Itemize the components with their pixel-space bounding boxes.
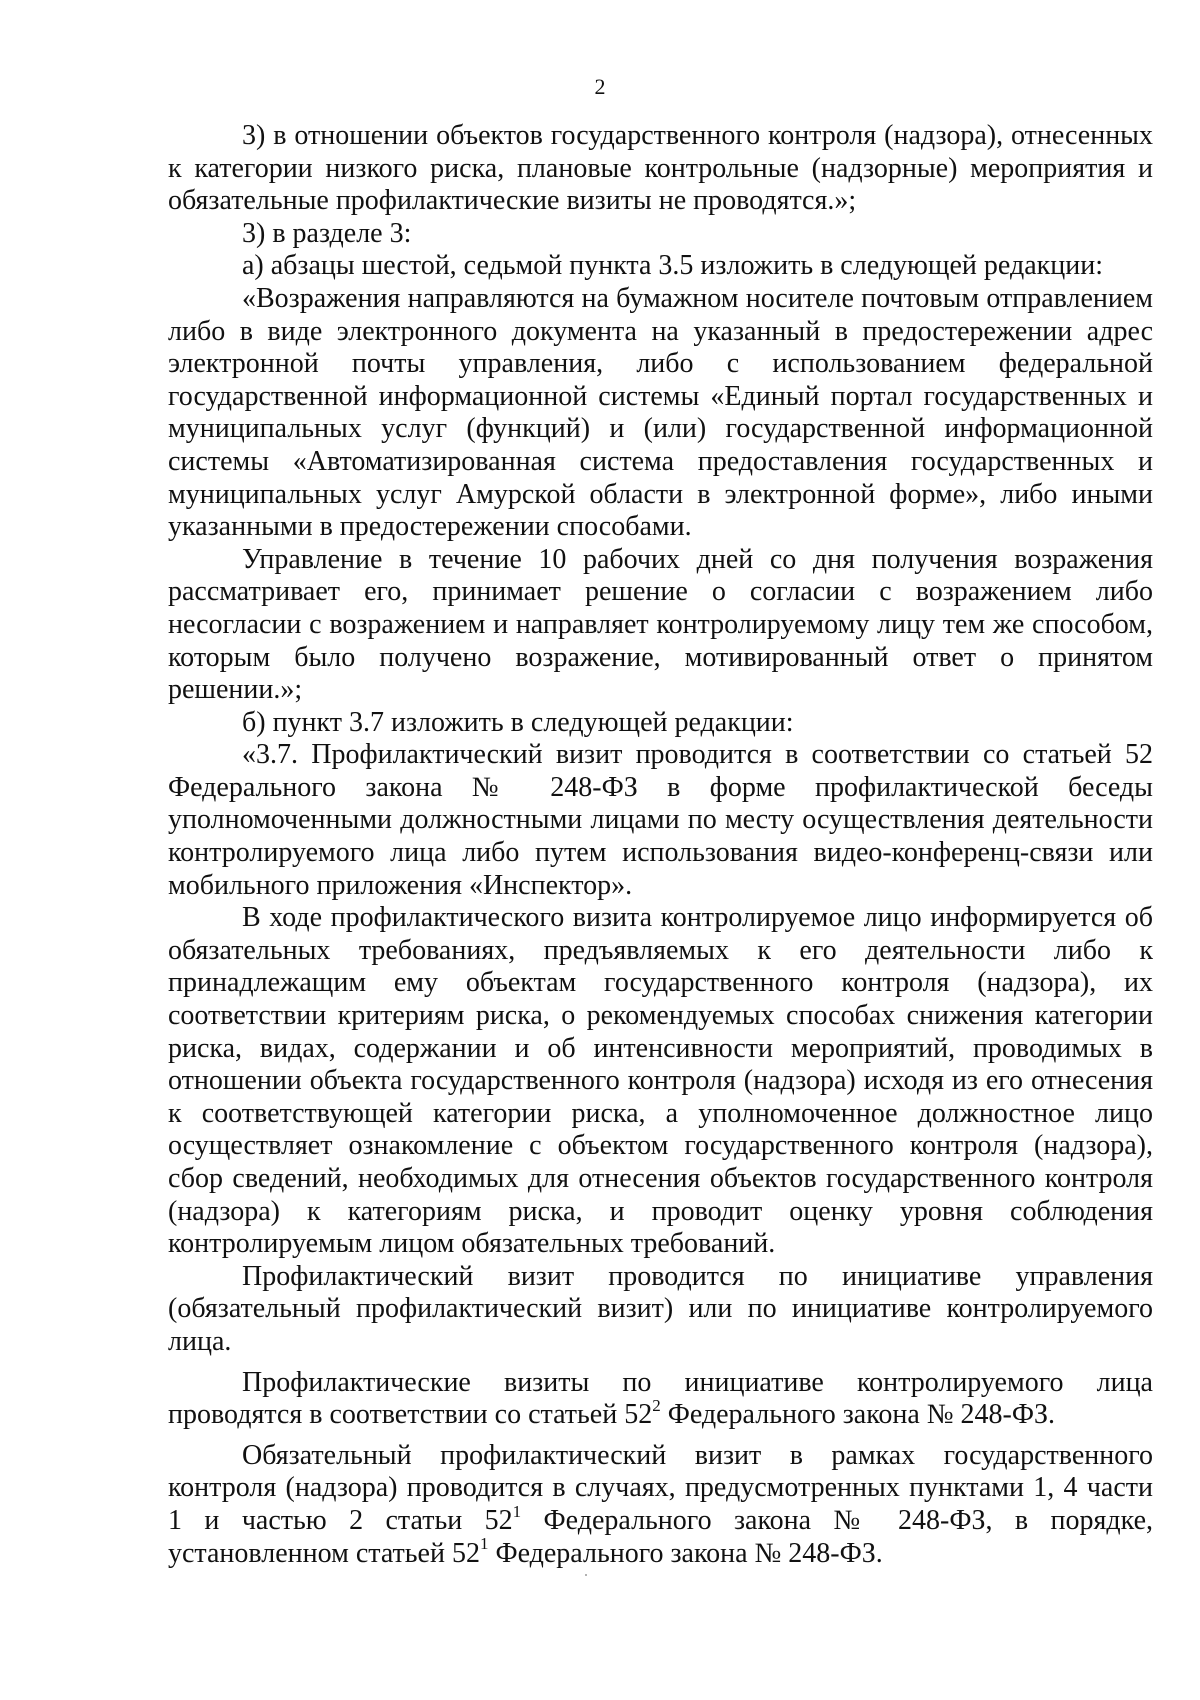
paragraph-visit-by-request: [168, 1367, 1153, 1432]
paragraph-item-3-7-amendment: б) пункт 3.7 изложить в следующей редакции:: [242, 706, 794, 738]
superscript-marker: 1: [479, 1534, 489, 1554]
superscript-marker: 2: [652, 1395, 661, 1415]
page-number: 2: [594, 74, 606, 99]
paragraph-visit-by-request-text: Профилактические визиты по инициативе контролируемого лица проводятся в соответствии со статьей 52: [168, 1366, 1153, 1431]
scan-speck: [585, 1574, 587, 1576]
paragraph-section-3-heading: 3) в разделе 3:: [242, 217, 412, 249]
paragraph-mandatory-visit-tail: Федерального закона № 248-ФЗ.: [488, 1537, 883, 1569]
paragraph-low-risk-objects: 3) в отношении объектов государственного контроля (надзора), отнесенных к категории низкого риска, плановые контрольные (надзорные) мероприятия и обязательные профилактические визиты не проводятся.»;: [168, 120, 1153, 217]
document-body: [168, 120, 1153, 1570]
paragraph-visit-by-request-tail: Федерального закона № 248-ФЗ.: [660, 1399, 1056, 1431]
paragraph-preventive-visit-initiative: Профилактический визит проводится по инициативе управления (обязательный профилактический визит) или по инициативе контролируемого лица.: [168, 1260, 1153, 1357]
paragraph-mandatory-visit-text: Обязательный профилактический визит в рамках государственного контроля (надзора) проводится в случаях, предусмотренных пунктами 1, 4 части 1 и частью 2 статьи 52: [168, 1439, 1153, 1536]
superscript-marker: 1: [512, 1501, 522, 1521]
paragraph-mandatory-visit: [168, 1440, 1153, 1570]
paragraph-objections-review: Управление в течение 10 рабочих дней со дня получения возражения рассматривает его, принимает решение о согласии с возражением либо несогласии с возражением и направляет контролируемому лицу тем же способом, которым было получено возражение, мотивированный ответ о принятом решении.»;: [168, 543, 1153, 706]
paragraph-item-3-5-amendment: а) абзацы шестой, седьмой пункта 3.5 изложить в следующей редакции:: [242, 250, 1103, 282]
paragraph-preventive-visit-form: «3.7. Профилактический визит проводится в соответствии со статьей 52 Федерального закона № 248-ФЗ в форме профилактической беседы уполномоченными должностными лицами по месту осуществления деятельности контролируемого лица либо путем использования видео-конференц-связи или мобильного приложения «Инспектор».: [168, 739, 1153, 901]
paragraph-preventive-visit-content: В ходе профилактического визита контролируемое лицо информируется об обязательных требованиях, предъявляемых к его деятельности либо к принадлежащим ему объектам государственного контроля (надзора), их соответствии критериям риска, о рекомендуемых способах снижения категории риска, видах, содержании и об интенсивности мероприятий, проводимых в отношении объекта государственного контроля (надзора) исходя из его отнесения к соответствующей категории риска, а уполномоченное должностное лицо осуществляет ознакомление с объектом государственного контроля (надзора), сбор сведений, необходимых для отнесения объектов государственного контроля (надзора) к категориям риска, и проводит оценку уровня соблюдения контролируемым лицом обязательных требований.: [168, 902, 1153, 1260]
paragraph-objections-submission: «Возражения направляются на бумажном носителе почтовым отправлением либо в виде электронного документа на указанный в предостережении адрес электронной почты управления, либо с использованием федеральной государственной информационной системы «Единый портал государственных и муниципальных услуг (функций) и (или) государственной информационной системы «Автоматизированная система предоставления государственных и муниципальных услуг Амурской области в электронной форме», либо иными указанными в предостережении способами.: [168, 282, 1153, 543]
paragraph-mandatory-visit-middle: Федерального закона № 248-ФЗ, в порядке, установленном статьей 52: [168, 1504, 1153, 1569]
